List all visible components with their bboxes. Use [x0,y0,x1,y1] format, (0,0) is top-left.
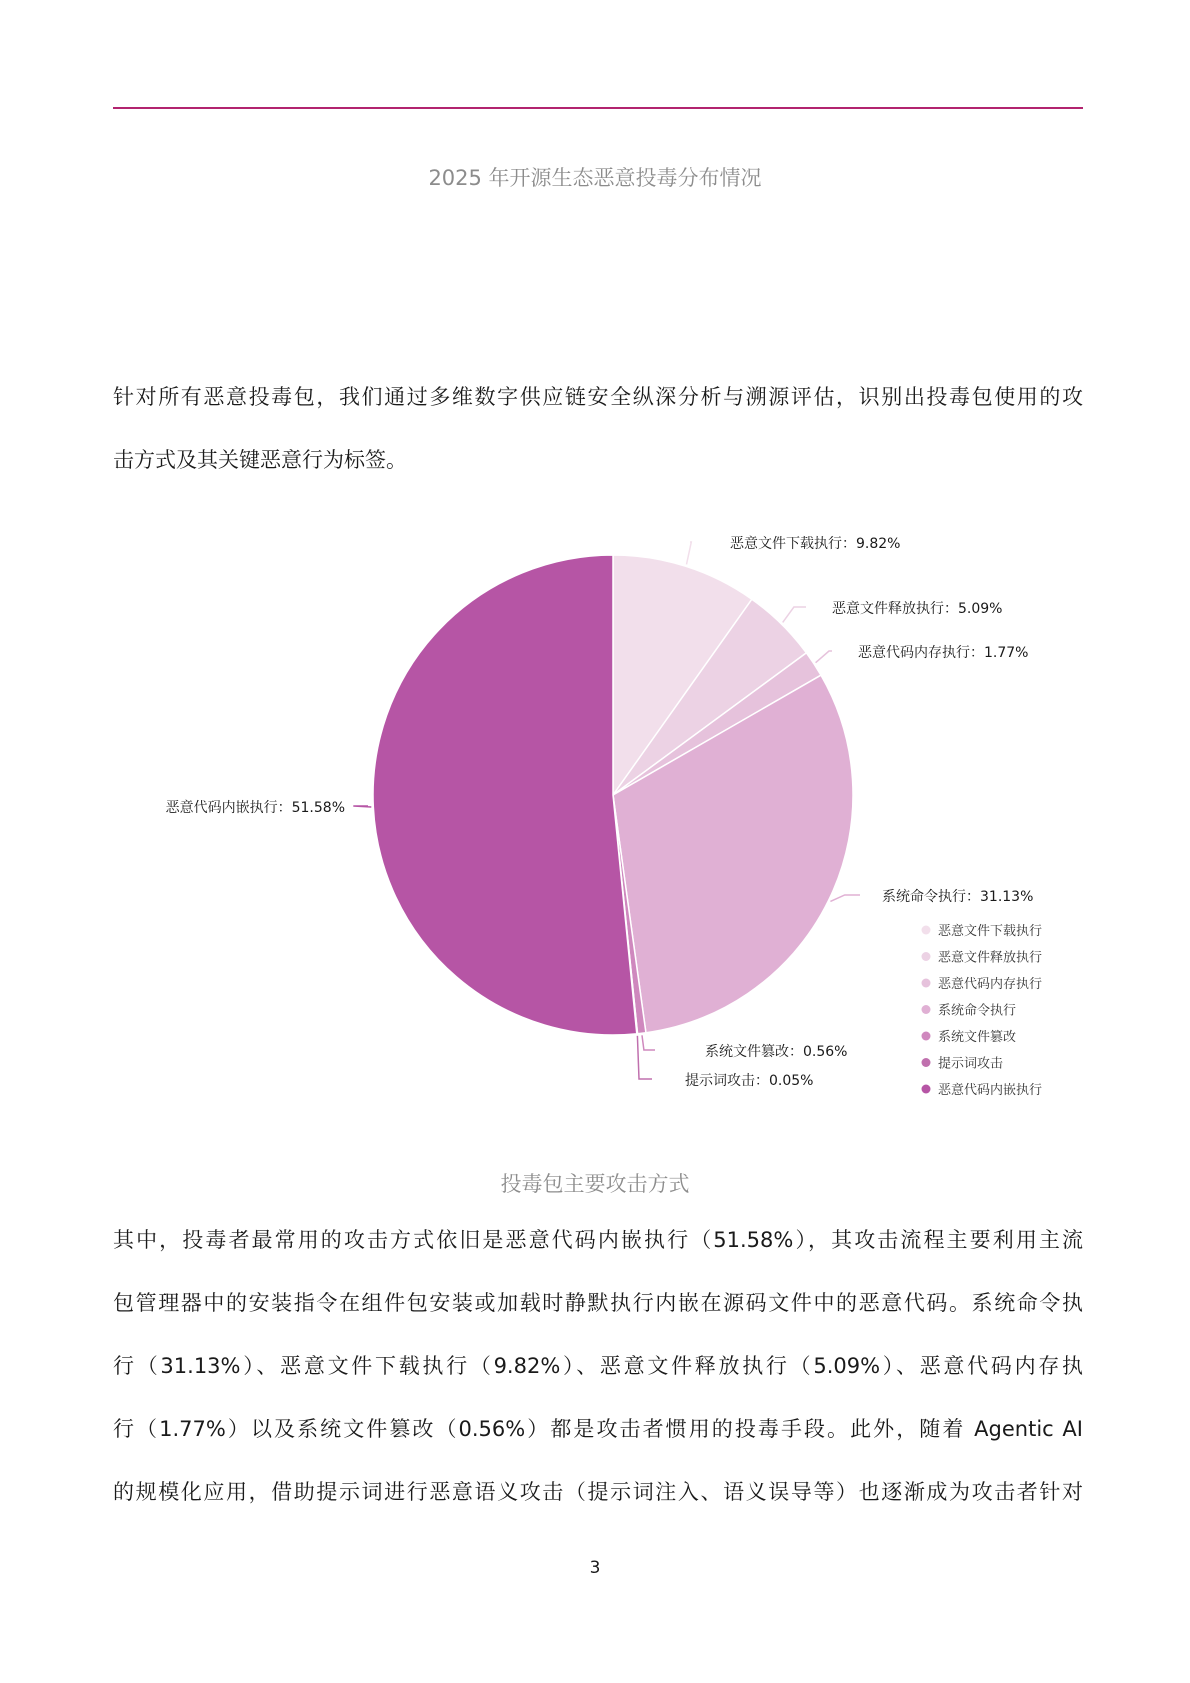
pie-leader-line [816,651,832,663]
pie-data-label: 提示词攻击：0.05% [685,1073,814,1089]
body-line: 行（31.13%）、恶意文件下载执行（9.82%）、恶意文件释放执行（5.09%）、恶意代码内存执 [113,1354,1083,1378]
pie-data-label: 系统命令执行：31.13% [882,889,1034,905]
intro-paragraph [113,366,1083,492]
legend-marker [922,1005,931,1014]
attack-method-pie-chart [0,520,1190,1140]
legend-label: 恶意文件下载执行 [938,924,1043,939]
legend-marker [922,952,931,961]
legend-marker [922,1085,931,1094]
legend-marker [922,926,931,935]
figure-caption-top: 2025 年开源生态恶意投毒分布情况 [428,166,762,190]
legend-label: 恶意文件释放执行 [938,950,1043,966]
legend-label: 恶意代码内嵌执行 [938,1083,1043,1098]
legend-marker [922,979,931,988]
pie-leader-line [637,1036,652,1079]
pie-leader-line [783,607,806,622]
body-line: 行（1.77%）以及系统文件篡改（0.56%）都是攻击者惯用的投毒手段。此外，随着 Agentic AI [113,1417,1083,1441]
pie-data-label: 恶意代码内存执行：1.77% [858,645,1029,661]
legend-label: 系统命令执行 [938,1003,1017,1019]
body-line: 包管理器中的安装指令在组件包安装或加载时静默执行内嵌在源码文件中的恶意代码。系统命令执 [113,1291,1083,1315]
body-paragraph [113,1209,1083,1524]
pie-leader-line [642,1035,655,1050]
pie-slice [373,555,637,1035]
legend-marker [922,1032,931,1041]
pie-leader-line [830,895,860,901]
pie-data-label: 系统文件篡改：0.56% [705,1044,848,1060]
pie-data-label: 恶意文件释放执行：5.09% [832,601,1003,617]
intro-line: 击方式及其关键恶意行为标签。 [113,448,407,472]
pie-data-label: 恶意文件下载执行：9.82% [730,536,901,552]
pie-data-label: 恶意代码内嵌执行：51.58% [165,800,345,816]
pie-leader-line [687,542,692,564]
body-line: 的规模化应用，借助提示词进行恶意语义攻击（提示词注入、语义误导等）也逐渐成为攻击者针对 [113,1480,1083,1504]
chart-legend [922,923,1043,1098]
page-number: 3 [589,1558,601,1578]
intro-line: 针对所有恶意投毒包，我们通过多维数字供应链安全纵深分析与溯源评估，识别出投毒包使用的攻 [113,385,1083,409]
body-line: 其中，投毒者最常用的攻击方式依旧是恶意代码内嵌执行（51.58%），其攻击流程主要利用主流 [113,1228,1083,1252]
legend-label: 系统文件篡改 [938,1030,1017,1045]
pie-leader-line [353,806,371,807]
legend-marker [922,1058,931,1067]
header-rule [113,107,1083,109]
legend-label: 提示词攻击 [938,1056,1004,1072]
pie-slices [373,555,853,1035]
legend-label: 恶意代码内存执行 [938,977,1043,992]
figure-caption-chart: 投毒包主要攻击方式 [500,1172,690,1196]
